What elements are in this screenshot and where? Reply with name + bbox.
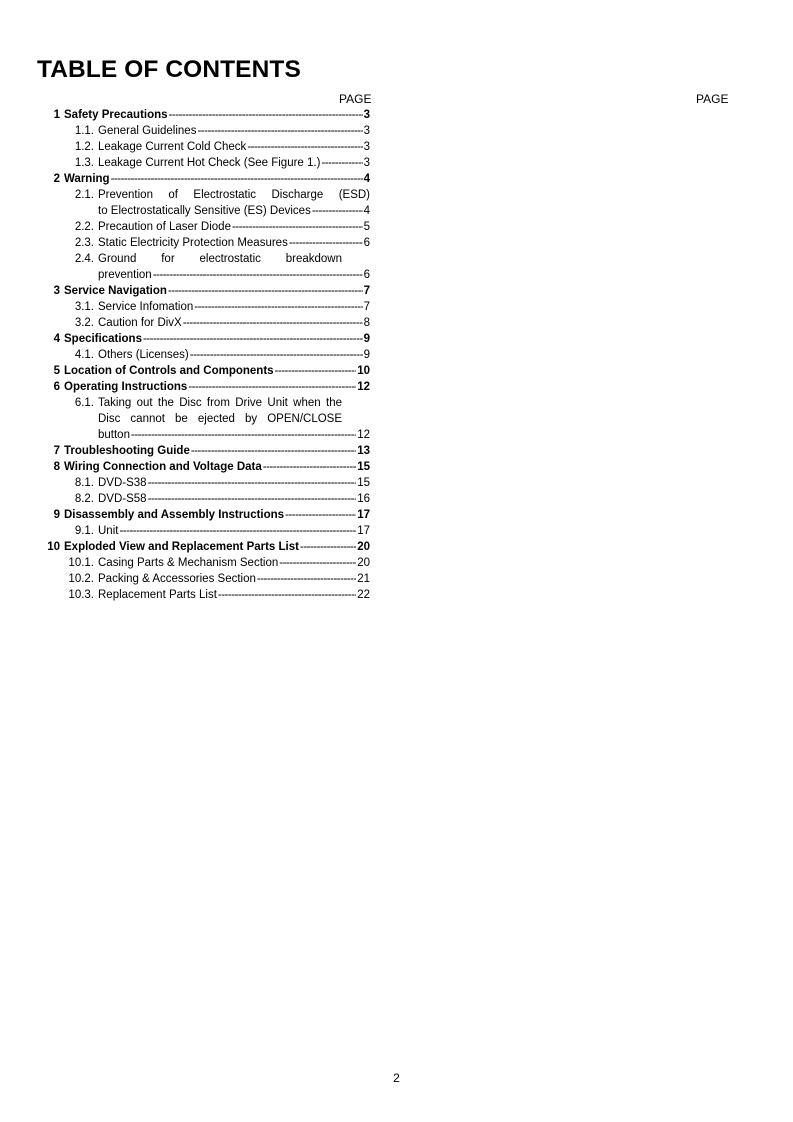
toc-entry-page: 3 [363, 109, 370, 121]
dot-leader [143, 331, 363, 347]
toc-entry-subsection[interactable] [0, 251, 793, 267]
toc-entry-section[interactable] [0, 443, 793, 459]
toc-entry-page: 16 [357, 493, 370, 505]
toc-entry-title: Prevention of Electrostatic Discharge (ESD) [98, 189, 370, 201]
toc-entry-number: 1.1. [74, 125, 94, 137]
toc-entry-number: 10.3. [68, 589, 94, 601]
toc-entry-number: 10 [47, 541, 60, 553]
toc-entry-number: 5 [53, 365, 60, 377]
toc-entry-number: 8.1. [74, 477, 94, 489]
toc-entry-number: 3 [53, 285, 60, 297]
toc-entry-number: 1.3. [74, 157, 94, 169]
toc-entry-number: 2.2. [74, 221, 94, 233]
toc-entry-subsection[interactable] [0, 155, 793, 171]
toc-entry-number: 9.1. [74, 525, 94, 537]
toc-entry-section[interactable] [0, 459, 793, 475]
toc-entry-page: 7 [363, 301, 370, 313]
toc-entry-section[interactable] [0, 283, 793, 299]
toc-entry-page: 9 [363, 333, 370, 345]
toc-entry-section[interactable] [0, 331, 793, 347]
toc-entry-title: Ground for electrostatic breakdown [98, 253, 342, 265]
toc-entry-title: Disc cannot be ejected by OPEN/CLOSE [98, 413, 342, 425]
toc-entry-subsection[interactable] [0, 187, 793, 203]
dot-leader [321, 155, 362, 171]
toc-entry-title: Packing & Accessories Section [98, 573, 256, 585]
toc-entry-page: 20 [357, 541, 370, 553]
toc-entry-page: 15 [357, 477, 370, 489]
toc-entry-subsection[interactable] [0, 523, 793, 539]
toc-entry-page: 22 [357, 589, 370, 601]
toc-entry-page: 3 [363, 125, 370, 137]
toc-entry-page: 12 [357, 381, 370, 393]
toc-entry-title: General Guidelines [98, 125, 197, 137]
dot-leader [183, 315, 363, 331]
toc-entry-section[interactable] [0, 363, 793, 379]
dot-leader [131, 427, 356, 443]
table-of-contents [0, 107, 793, 603]
toc-entry-page: 4 [363, 173, 370, 185]
dot-leader [257, 571, 356, 587]
toc-entry-number: 4 [53, 333, 60, 345]
toc-entry-page: 5 [363, 221, 370, 233]
dot-leader [148, 475, 357, 491]
toc-entry-number: 2 [53, 173, 60, 185]
page-number: 2 [393, 1071, 400, 1085]
toc-entry-page: 17 [357, 525, 370, 537]
toc-entry-section[interactable] [0, 379, 793, 395]
toc-entry-subsection[interactable] [0, 219, 793, 235]
toc-entry-title: Leakage Current Cold Check [98, 141, 247, 153]
toc-entry-page: 3 [363, 141, 370, 153]
toc-entry-page: 13 [357, 445, 370, 457]
dot-leader [111, 171, 363, 187]
dot-leader [190, 347, 363, 363]
dot-leader [218, 587, 356, 603]
toc-entry-title: button [98, 429, 130, 441]
toc-entry-number: 10.2. [68, 573, 94, 585]
page-column-header-right: PAGE [696, 92, 729, 106]
toc-entry-number: 4.1. [74, 349, 94, 361]
toc-entry-title: DVD-S38 [98, 477, 147, 489]
toc-entry-title: Leakage Current Hot Check (See Figure 1.) [98, 157, 321, 169]
toc-entry-number: 3.1. [74, 301, 94, 313]
toc-entry-page: 7 [363, 285, 370, 297]
toc-entry-title: Exploded View and Replacement Parts List [64, 541, 299, 553]
toc-entry-subsection[interactable] [0, 475, 793, 491]
toc-entry-number: 1 [53, 109, 60, 121]
toc-entry-title: Others (Licenses) [98, 349, 189, 361]
toc-entry-title: Service Infomation [98, 301, 194, 313]
toc-entry-title: Caution for DivX [98, 317, 182, 329]
toc-entry-number: 6.1. [74, 397, 94, 409]
dot-leader [232, 219, 363, 235]
toc-entry-subsection[interactable] [0, 347, 793, 363]
toc-entry-title: Location of Controls and Components [64, 365, 274, 377]
dot-leader [148, 491, 357, 507]
toc-entry-page: 15 [357, 461, 370, 473]
dot-leader [119, 523, 356, 539]
toc-entry-subsection[interactable] [0, 491, 793, 507]
toc-entry-section[interactable] [0, 107, 793, 123]
toc-entry-number: 10.1. [68, 557, 94, 569]
dot-leader [188, 379, 356, 395]
toc-entry-subsection[interactable] [0, 123, 793, 139]
page-column-header-left: PAGE [339, 92, 372, 106]
toc-entry-number: 8 [53, 461, 60, 473]
page-title: TABLE OF CONTENTS [37, 56, 301, 83]
dot-leader [247, 139, 362, 155]
toc-entry-continuation[interactable] [0, 427, 793, 443]
toc-entry-title: Replacement Parts List [98, 589, 217, 601]
toc-entry-number: 9 [53, 509, 60, 521]
toc-entry-title: Service Navigation [64, 285, 167, 297]
toc-entry-page: 12 [357, 429, 370, 441]
toc-entry-number: 2.3. [74, 237, 94, 249]
toc-entry-page: 3 [363, 157, 370, 169]
toc-entry-title: to Electrostatically Sensitive (ES) Devices [98, 205, 311, 217]
toc-entry-subsection[interactable] [0, 299, 793, 315]
toc-entry-title: Wiring Connection and Voltage Data [64, 461, 262, 473]
toc-entry-continuation[interactable] [0, 411, 793, 427]
toc-entry-title: prevention [98, 269, 152, 281]
toc-entry-number: 8.2. [74, 493, 94, 505]
dot-leader [197, 123, 362, 139]
toc-entry-page: 20 [357, 557, 370, 569]
toc-entry-continuation[interactable] [0, 267, 793, 283]
toc-entry-title: Operating Instructions [64, 381, 188, 393]
dot-leader [285, 507, 356, 523]
toc-entry-number: 7 [53, 445, 60, 457]
dot-leader [312, 203, 363, 219]
dot-leader [289, 235, 363, 251]
toc-entry-subsection[interactable] [0, 315, 793, 331]
toc-entry-page: 17 [357, 509, 370, 521]
dot-leader [191, 443, 356, 459]
toc-entry-page: 6 [363, 269, 370, 281]
dot-leader [300, 539, 356, 555]
toc-entry-title: Troubleshooting Guide [64, 445, 190, 457]
toc-entry-continuation[interactable] [0, 203, 793, 219]
toc-entry-title: Static Electricity Protection Measures [98, 237, 288, 249]
toc-entry-title: Disassembly and Assembly Instructions [64, 509, 285, 521]
dot-leader [279, 555, 356, 571]
toc-entry-title: Unit [98, 525, 119, 537]
toc-entry-number: 2.4. [74, 253, 94, 265]
toc-entry-title: Specifications [64, 333, 142, 345]
toc-entry-title: Warning [64, 173, 110, 185]
toc-entry-number: 1.2. [74, 141, 94, 153]
toc-entry-section[interactable] [0, 539, 793, 555]
dot-leader [153, 267, 363, 283]
dot-leader [169, 107, 363, 123]
toc-entry-subsection[interactable] [0, 587, 793, 603]
toc-entry-subsection[interactable] [0, 555, 793, 571]
toc-entry-subsection[interactable] [0, 571, 793, 587]
toc-entry-number: 2.1. [74, 189, 94, 201]
toc-entry-page: 6 [363, 237, 370, 249]
toc-entry-subsection[interactable] [0, 139, 793, 155]
toc-entry-page: 8 [363, 317, 370, 329]
toc-entry-section[interactable] [0, 171, 793, 187]
toc-entry-number: 3.2. [74, 317, 94, 329]
toc-entry-page: 10 [357, 365, 370, 377]
toc-entry-title: Taking out the Disc from Drive Unit when the [98, 397, 342, 409]
toc-entry-page: 21 [357, 573, 370, 585]
toc-entry-page: 4 [363, 205, 370, 217]
toc-entry-title: Precaution of Laser Diode [98, 221, 231, 233]
dot-leader [168, 283, 363, 299]
toc-entry-title: Casing Parts & Mechanism Section [98, 557, 279, 569]
dot-leader [275, 363, 357, 379]
dot-leader [194, 299, 362, 315]
dot-leader [263, 459, 356, 475]
toc-entry-subsection[interactable] [0, 395, 793, 411]
toc-entry-page: 9 [363, 349, 370, 361]
toc-entry-number: 6 [53, 381, 60, 393]
toc-entry-title: DVD-S58 [98, 493, 147, 505]
toc-entry-section[interactable] [0, 507, 793, 523]
toc-entry-subsection[interactable] [0, 235, 793, 251]
toc-entry-title: Safety Precautions [64, 109, 168, 121]
